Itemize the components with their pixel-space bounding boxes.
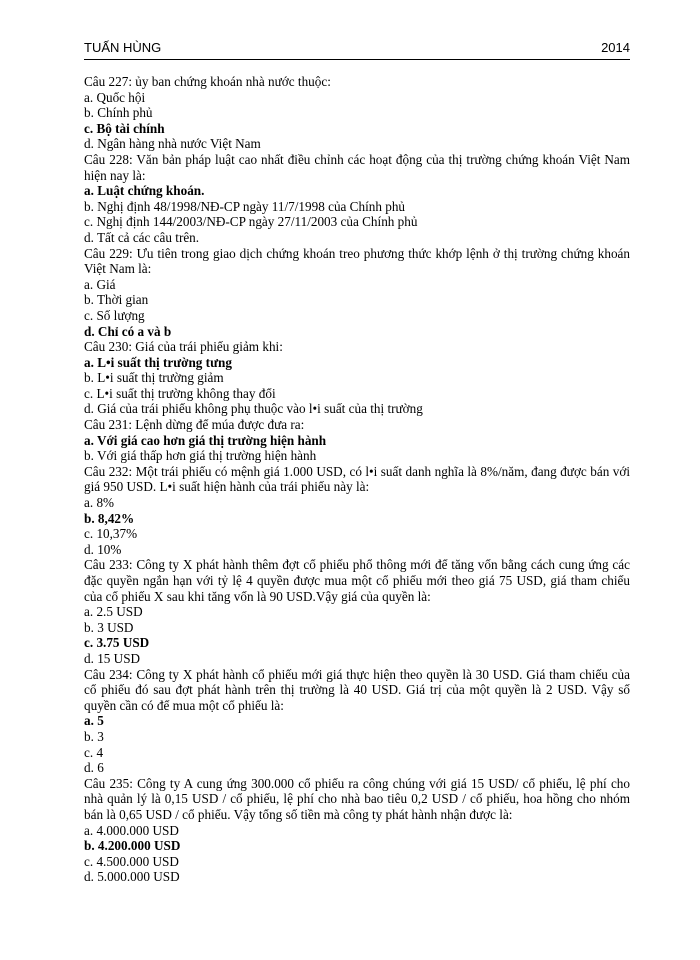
answer-option: c. 4: [84, 744, 104, 760]
answer-option-correct: a. L•i suất thị trường tưng: [84, 354, 232, 370]
answer-option-correct: b. 4.200.000 USD: [84, 838, 181, 854]
answer-option: d. 5.000.000 USD: [84, 869, 180, 885]
answer-option: c. Nghị định 144/2003/NĐ-CP ngày 27/11/2003 của Chính phủ: [84, 214, 418, 230]
answer-option: b. L•i suất thị trường giảm: [84, 370, 224, 386]
answer-option: a. 2.5 USD: [84, 604, 143, 620]
answer-option: b. Chính phủ: [84, 105, 153, 121]
answer-option: c. 4.500.000 USD: [84, 853, 179, 869]
answer-option: b. Với giá thấp hơn giá thị trường hiện hành: [84, 448, 317, 464]
header-year: 2014: [601, 40, 630, 55]
answer-option: c. Số lượng: [84, 307, 145, 323]
header-rule: [84, 59, 630, 60]
answer-option: b. 3: [84, 728, 104, 744]
question-text: Câu 230: Giá của trái phiếu giảm khi:: [84, 339, 283, 355]
question-text: Câu 233: Công ty X phát hành thêm đợt cổ phiếu phổ thông mới để tăng vốn bằng cách cung ứng các đặc quyền ngắn hạn với tỷ lệ 4 quyền được mua một cổ phiếu mới theo giá 75 USD, giá tham chiếu của cổ phiếu X sau khi tăng vốn là 90 USD.Vậy giá của quyền là:: [84, 557, 630, 604]
header-author: TUẤN HÙNG: [84, 40, 162, 55]
question-text: Câu 234: Công ty X phát hành cổ phiếu mới giá thực hiện theo quyền là 30 USD. Giá tham chiếu của cổ phiếu đó sau đợt phát hành trên thị trường là 40 USD. Giá trị của một quyền là 2 USD. Vậy số quyền cần có để mua một cổ phiếu là:: [84, 666, 630, 713]
answer-option: d. Tất cả các câu trên.: [84, 229, 200, 245]
answer-option: b. Thời gian: [84, 292, 149, 308]
document-body: [84, 74, 630, 885]
answer-option: d. Ngân hàng nhà nước Việt Nam: [84, 136, 261, 152]
question-text: Câu 231: Lệnh dừng để múa được đưa ra:: [84, 417, 305, 433]
answer-option: c. L•i suất thị trường không thay đổi: [84, 385, 276, 401]
answer-option: a. 8%: [84, 495, 115, 511]
answer-option-correct: a. Luật chứng khoán.: [84, 183, 205, 199]
page-header: [84, 38, 630, 58]
answer-option: b. Nghị định 48/1998/NĐ-CP ngày 11/7/1998 của Chính phủ: [84, 198, 406, 214]
answer-option: c. 10,37%: [84, 526, 138, 542]
answer-option: b. 3 USD: [84, 619, 134, 635]
answer-option-correct: d. Chỉ có a và b: [84, 323, 172, 339]
answer-option: a. Giá: [84, 276, 116, 292]
answer-option: a. 4.000.000 USD: [84, 822, 179, 838]
question-text: Câu 227: ủy ban chứng khoán nhà nước thuộc:: [84, 74, 331, 89]
answer-option-correct: c. Bộ tài chính: [84, 120, 165, 136]
answer-option: d. 15 USD: [84, 650, 141, 666]
answer-option: d. 6: [84, 760, 104, 776]
answer-option: d. 10%: [84, 541, 122, 557]
answer-option-correct: a. 5: [84, 713, 104, 729]
question-text: Câu 232: Một trái phiếu có mệnh giá 1.000 USD, có l•i suất danh nghĩa là 8%/năm, đang được bán với giá 950 USD. L•i suất hiện hành của trái phiếu này là:: [84, 463, 630, 495]
answer-option-correct: c. 3.75 USD: [84, 635, 150, 651]
answer-option-correct: a. Với giá cao hơn giá thị trường hiện hành: [84, 432, 327, 448]
answer-option: d. Giá của trái phiếu không phụ thuộc vào l•i suất của thị trường: [84, 401, 423, 417]
question-text: Câu 228: Văn bản pháp luật cao nhất điều chỉnh các hoạt động của thị trường chứng khoán Việt Nam hiện nay là:: [84, 151, 630, 183]
question-text: Câu 235: Công ty A cung ứng 300.000 cổ phiếu ra công chúng với giá 15 USD/ cổ phiếu, lệ phí cho nhà quản lý là 0,15 USD / cổ phiếu, lệ phí cho nhà bao tiêu 0,2 USD / cổ phiếu, hoa hồng cho nhóm bán là 0,65 USD / cổ phiếu. Vậy tổng số tiền mà công ty phát hành nhận được là:: [84, 775, 630, 822]
question-text: Câu 229: Ưu tiên trong giao dịch chứng khoán treo phương thức khớp lệnh ở thị trường chứng khoán Việt Nam là:: [84, 245, 630, 277]
answer-option-correct: b. 8,42%: [84, 510, 135, 526]
answer-option: a. Quốc hội: [84, 89, 146, 105]
